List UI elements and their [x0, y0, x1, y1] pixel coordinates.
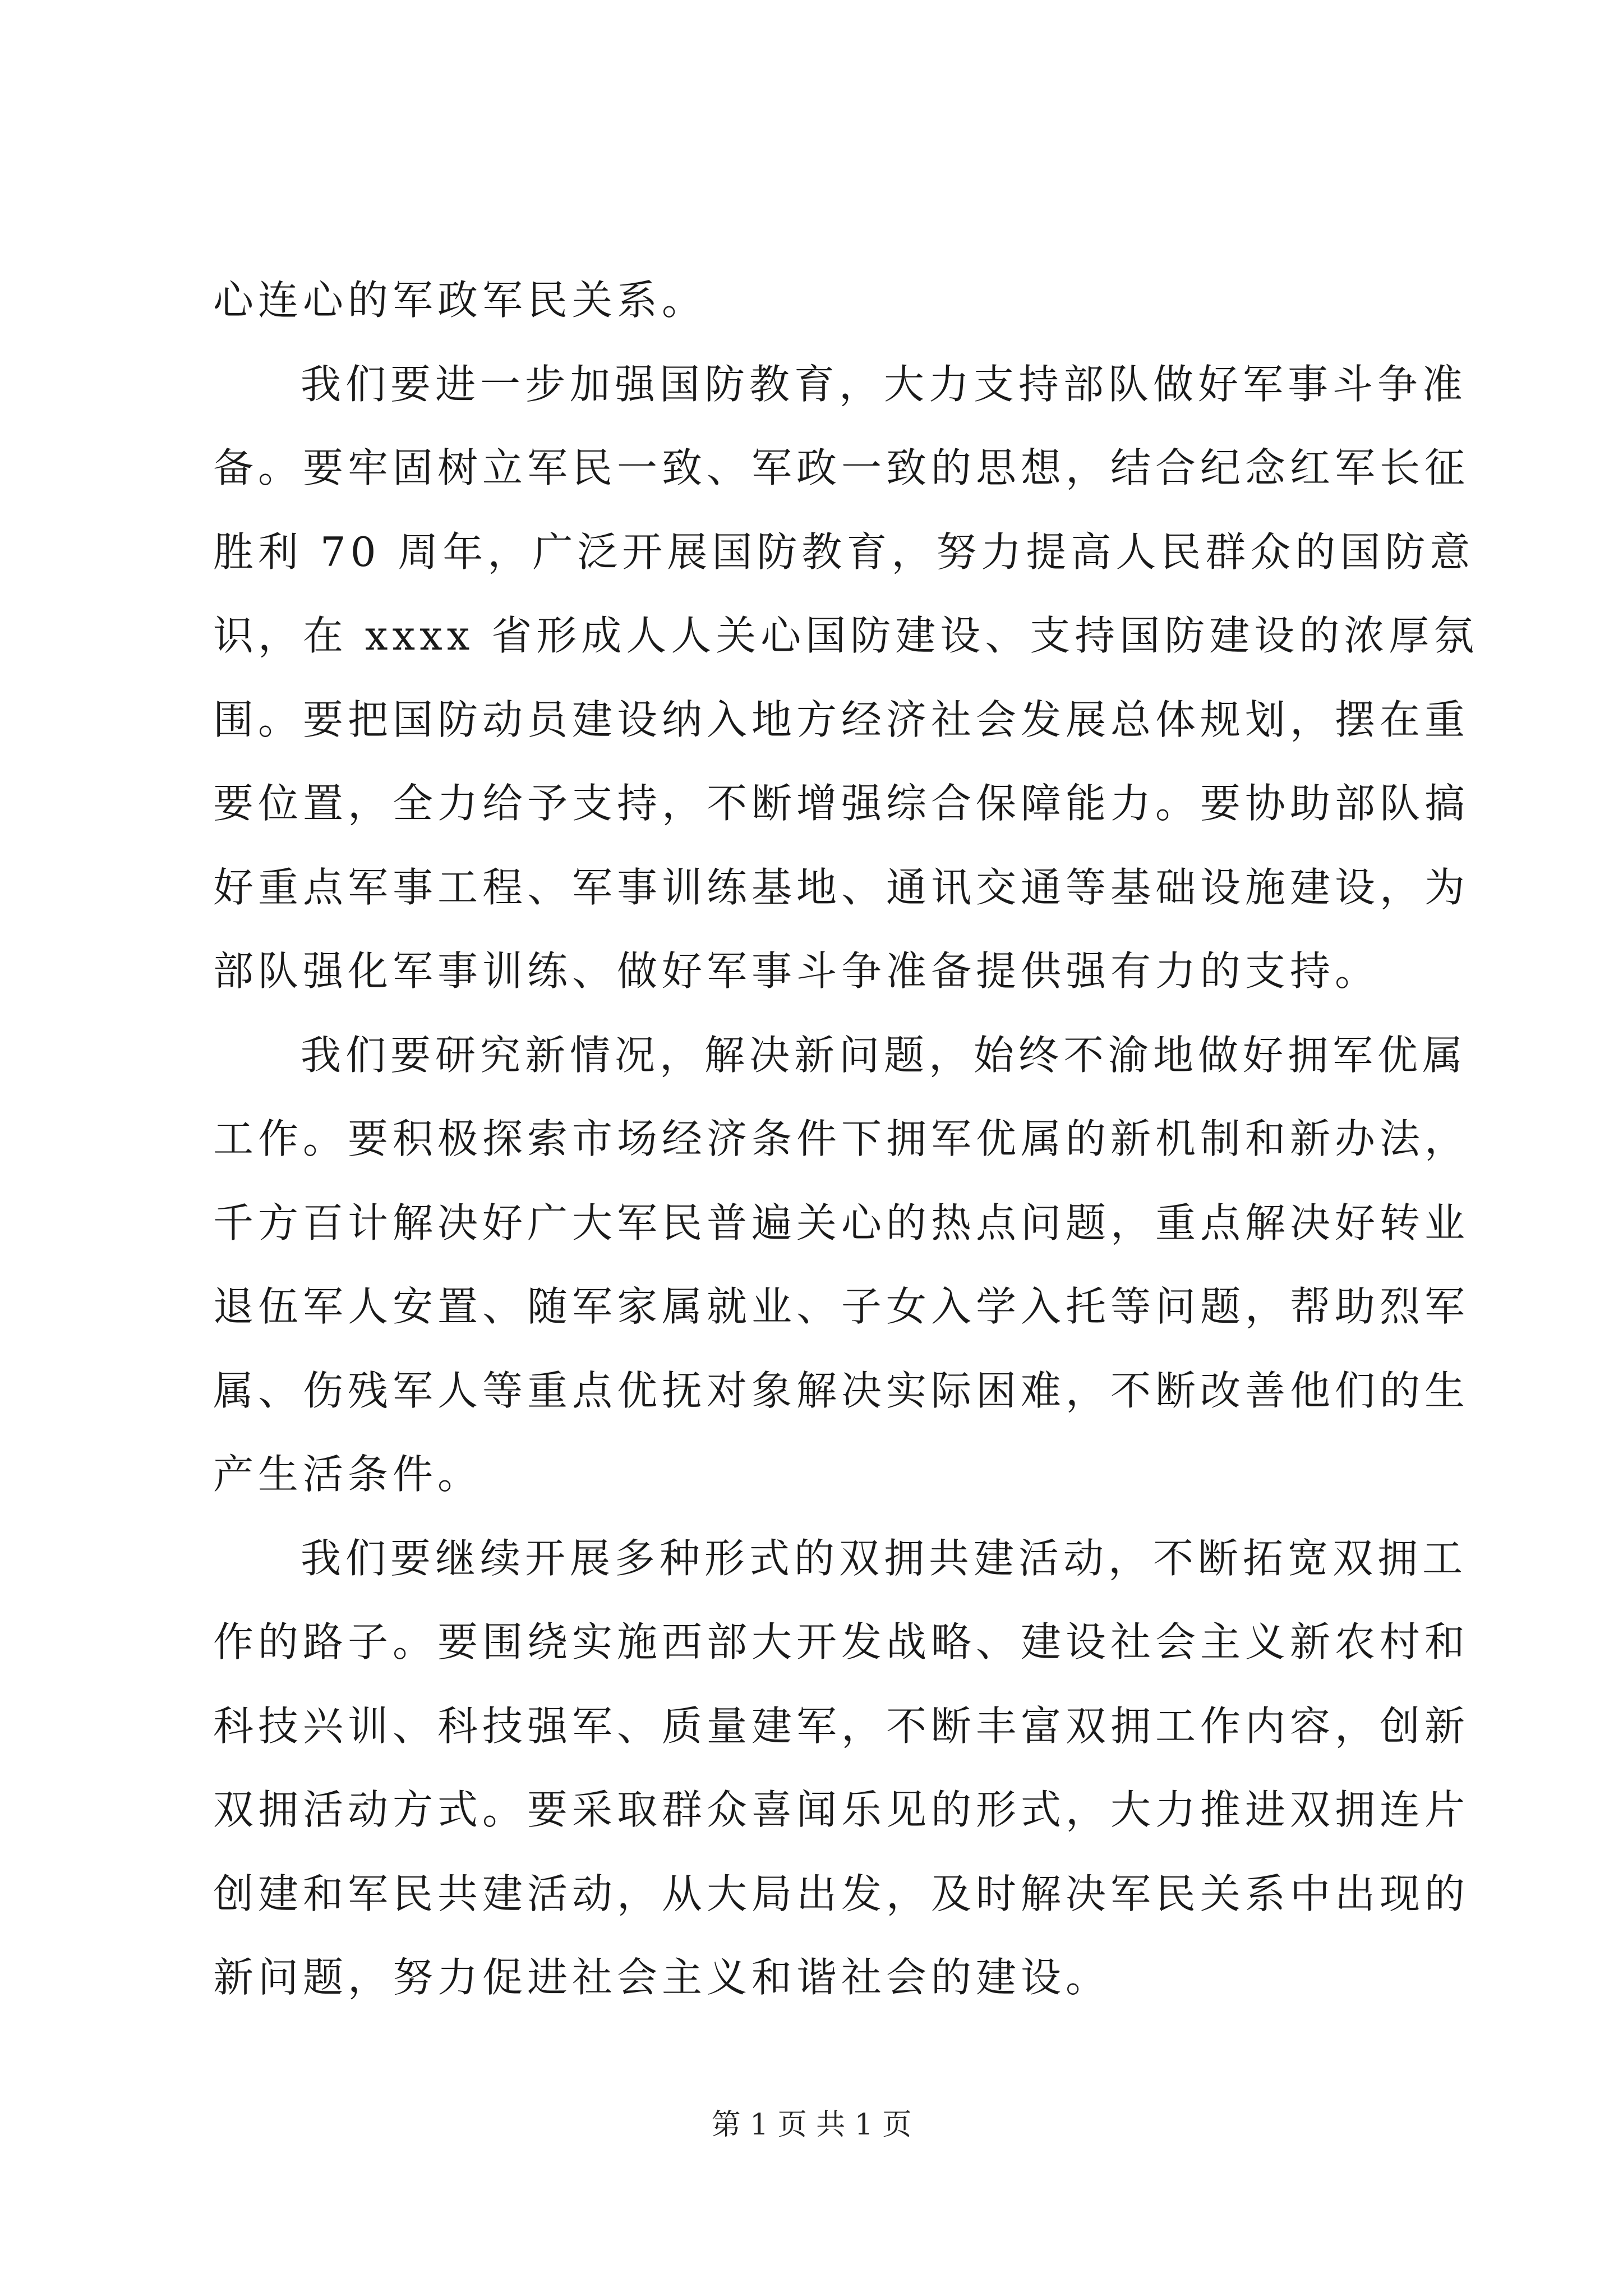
paragraph-line: 工作。要积极探索市场经济条件下拥军优属的新机制和新办法，	[213, 1115, 1470, 1162]
paragraph-line: 备。要牢固树立军民一致、军政一致的思想，结合纪念红军长征	[213, 444, 1470, 491]
paragraph-line: 部队强化军事训练、做好军事斗争准备提供强有力的支持。	[213, 947, 1380, 995]
paragraph-line: 作的路子。要围绕实施西部大开发战略、建设社会主义新农村和	[213, 1618, 1470, 1665]
paragraph-line: 科技兴训、科技强军、质量建军，不断丰富双拥工作内容，创新	[213, 1703, 1470, 1750]
paragraph-line: 好重点军事工程、军事训练基地、通讯交通等基础设施建设，为	[213, 864, 1470, 911]
paragraph-line: 胜利 70 周年，广泛开展国防教育，努力提高人民群众的国防意	[213, 528, 1475, 576]
paragraph-line: 我们要继续开展多种形式的双拥共建活动，不断拓宽双拥工	[301, 1535, 1468, 1582]
paragraph-line: 退伍军人安置、随军家属就业、子女入学入托等问题，帮助烈军	[213, 1283, 1470, 1330]
paragraph-line: 新问题，努力促进社会主义和谐社会的建设。	[213, 1954, 1111, 2001]
paragraph-line: 属、伤残军人等重点优抚对象解决实际困难，不断改善他们的生	[213, 1367, 1470, 1414]
page-footer: 第 1 页 共 1 页	[711, 2108, 912, 2142]
paragraph-line: 双拥活动方式。要采取群众喜闻乐见的形式，大力推进双拥连片	[213, 1786, 1470, 1833]
paragraph-line: 我们要进一步加强国防教育，大力支持部队做好军事斗争准	[301, 361, 1468, 408]
paragraph-line: 我们要研究新情况，解决新问题，始终不渝地做好拥军优属	[301, 1032, 1468, 1079]
paragraph-line: 围。要把国防动员建设纳入地方经济社会发展总体规划，摆在重	[213, 696, 1470, 743]
paragraph-line: 识，在 xxxx 省形成人人关心国防建设、支持国防建设的浓厚氛	[213, 612, 1479, 659]
paragraph-line: 创建和军民共建活动，从大局出发，及时解决军民关系中出现的	[213, 1870, 1470, 1917]
paragraph-line: 产生活条件。	[213, 1451, 483, 1498]
paragraph-line: 心连心的军政军民关系。	[213, 277, 707, 324]
paragraph-line: 千方百计解决好广大军民普遍关心的热点问题，重点解决好转业	[213, 1199, 1470, 1246]
paragraph-line: 要位置，全力给予支持，不断增强综合保障能力。要协助部队搞	[213, 780, 1470, 827]
